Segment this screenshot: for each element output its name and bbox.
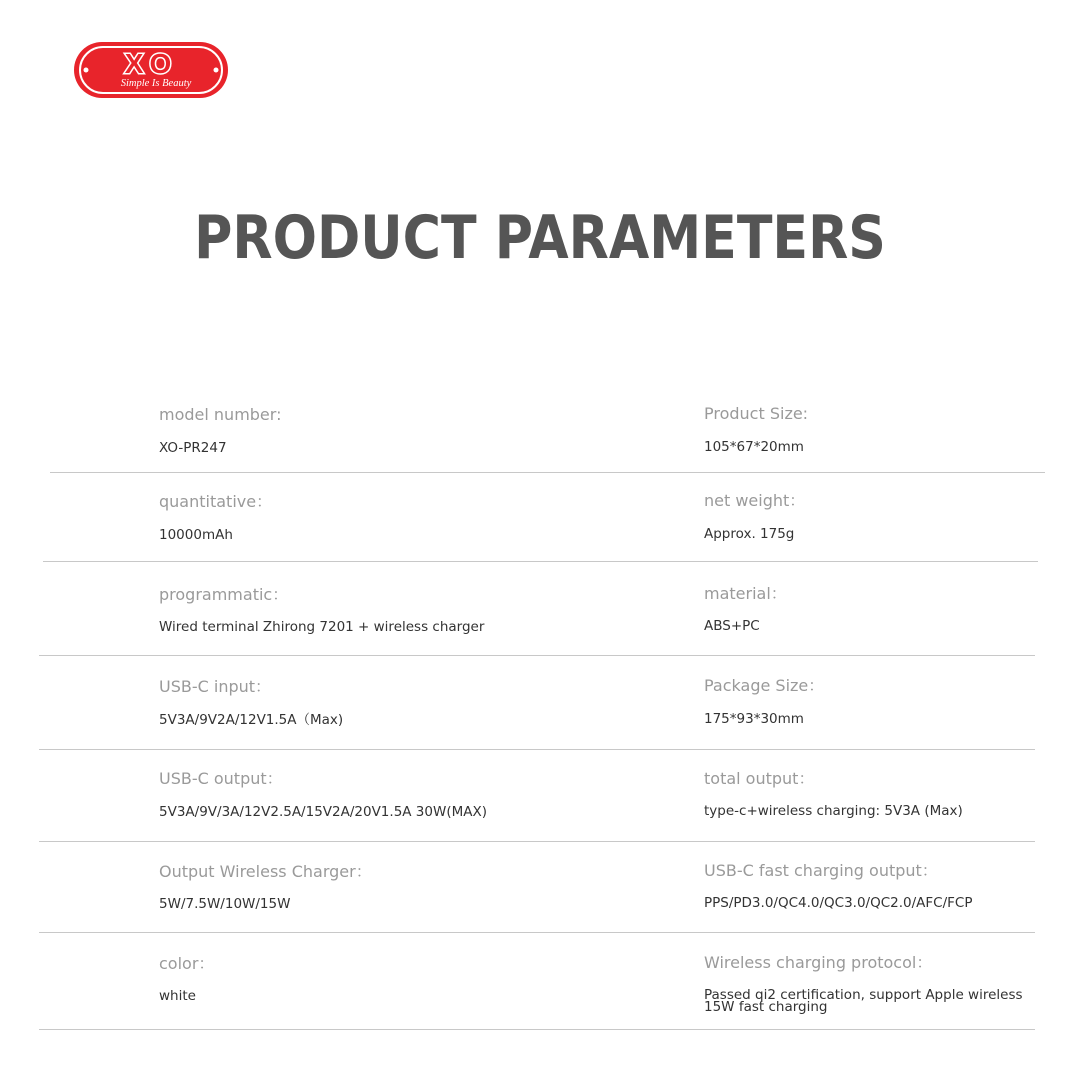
row-divider <box>39 1029 1035 1030</box>
value-product-size: 105*67*20mm <box>704 439 804 455</box>
row-divider <box>50 472 1045 473</box>
page-title: PRODUCT PARAMETERS <box>194 203 886 273</box>
value-usb-c-input: 5V3A/9V2A/12V1.5A（Max) <box>159 712 344 728</box>
value-color: white <box>159 988 196 1004</box>
row-divider <box>39 932 1035 933</box>
label-net-weight: net weight： <box>704 491 806 510</box>
logo-tagline: Simple Is Beauty <box>120 78 192 89</box>
value-usb-c-fast-charging-output: PPS/PD3.0/QC4.0/QC3.0/QC2.0/AFC/FCP <box>704 895 973 911</box>
label-usb-c-input: USB-C input： <box>159 677 272 696</box>
value-net-weight: Approx. 175g <box>704 526 795 542</box>
label-programmatic: programmatic： <box>159 585 289 604</box>
label-total-output: total output： <box>704 769 815 788</box>
label-package-size: Package Size： <box>704 676 825 695</box>
value-usb-c-output: 5V3A/9V/3A/12V2.5A/15V2A/20V1.5A 30W(MAX) <box>159 804 487 820</box>
logo-mark: XO <box>124 48 178 79</box>
value-wireless-charging-protocol: Passed qi2 certification, support Apple wireless 15W fast charging <box>704 987 1023 1015</box>
label-usb-c-fast-charging-output: USB-C fast charging output： <box>704 861 938 880</box>
row-divider <box>39 841 1035 842</box>
value-package-size: 175*93*30mm <box>704 711 804 727</box>
label-usb-c-output: USB-C output： <box>159 769 283 788</box>
value-quantitative: 10000mAh <box>159 527 233 543</box>
value-total-output: type-c+wireless charging: 5V3A (Max) <box>704 803 963 819</box>
label-product-size: Product Size: <box>704 404 809 423</box>
row-divider <box>43 561 1038 562</box>
value-output-wireless-charger: 5W/7.5W/10W/15W <box>159 896 291 912</box>
value-model-number: XO-PR247 <box>159 440 227 456</box>
label-color: color： <box>159 954 215 973</box>
label-wireless-charging-protocol: Wireless charging protocol： <box>704 953 933 972</box>
xo-logo <box>72 40 230 100</box>
value-material: ABS+PC <box>704 618 760 634</box>
value-programmatic: Wired terminal Zhirong 7201 + wireless charger <box>159 619 485 635</box>
row-divider <box>39 655 1035 656</box>
label-output-wireless-charger: Output Wireless Charger： <box>159 862 372 881</box>
label-model-number: model number: <box>159 405 282 424</box>
label-quantitative: quantitative： <box>159 492 273 511</box>
row-divider <box>39 749 1035 750</box>
label-material: material： <box>704 584 787 603</box>
